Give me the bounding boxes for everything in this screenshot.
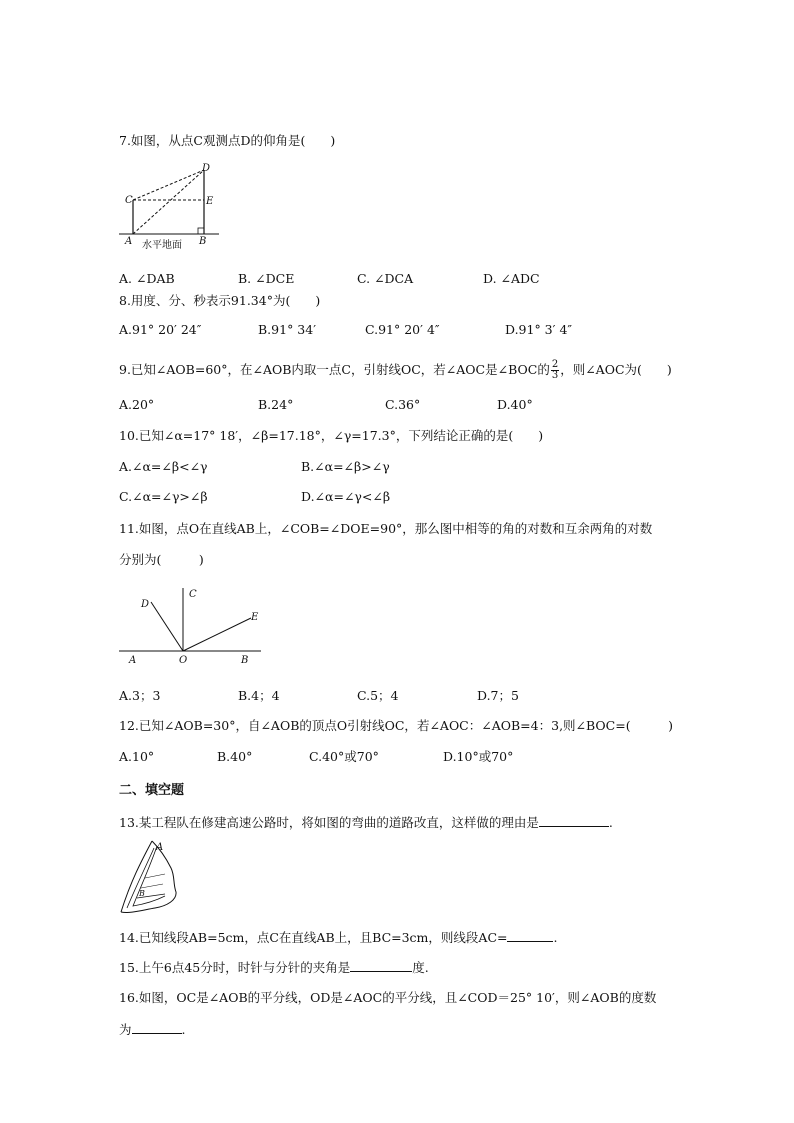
- q15-text-b: 度.: [412, 960, 429, 975]
- q9-text-a: 9.已知∠AOB=60°，在∠AOB内取一点C，引射线OC，若∠AOC是∠BOC的: [119, 362, 550, 377]
- label-E: E: [251, 612, 259, 623]
- question-13: [119, 814, 613, 831]
- question-11-line-2: 分别为( ): [119, 552, 204, 567]
- label-B: B: [139, 889, 145, 898]
- q10-option-c: C.∠α=∠γ>∠β: [119, 489, 208, 504]
- label-D: D: [141, 599, 150, 610]
- q11-option-c: C.5；4: [357, 688, 399, 703]
- q16-text-a: 为: [119, 1022, 132, 1037]
- q10-option-b: B.∠α=∠β>∠γ: [301, 459, 390, 474]
- question-16-line-1: 16.如图，OC是∠AOB的平分线，OD是∠AOC的平分线，且∠COD＝25° 10′，则∠AOB的度数: [119, 990, 657, 1005]
- q11-option-b: B.4；4: [238, 688, 280, 703]
- question-15: [119, 959, 429, 976]
- question-16-line-2: [119, 1021, 186, 1038]
- q7-option-a: A. ∠DAB: [119, 271, 175, 286]
- q7-option-c: C. ∠DCA: [357, 271, 414, 286]
- q15-text-a: 15.上午6点45分时，时针与分针的夹角是: [119, 960, 351, 975]
- q8-option-c: C.91° 20′ 4″: [365, 322, 440, 337]
- q12-option-c: C.40°或70°: [309, 749, 379, 764]
- q9-option-d: D.40°: [497, 397, 533, 412]
- label-A: A: [125, 236, 133, 247]
- figure-angles-at-O: [119, 585, 264, 667]
- label-B: B: [199, 236, 207, 247]
- q9-option-c: C.36°: [385, 397, 421, 412]
- q10-option-d: D.∠α=∠γ<∠β: [301, 489, 391, 504]
- figure-elevation-angle: [119, 160, 229, 255]
- label-B: B: [241, 655, 249, 666]
- fraction-two-thirds: $\frac{2}{3}$: [551, 359, 559, 381]
- question-9: [119, 360, 672, 381]
- q8-option-a: A.91° 20′ 24″: [119, 322, 202, 337]
- figure-curved-road: [119, 838, 179, 916]
- q12-option-b: B.40°: [217, 749, 253, 764]
- answer-blank-13[interactable]: [539, 814, 609, 827]
- q14-text-a: 14.已知线段AB=5cm，点C在直线AB上，且BC=3cm，则线段AC=: [119, 930, 508, 945]
- q10-option-a: A.∠α=∠β<∠γ: [119, 459, 208, 474]
- q11-option-d: D.7；5: [477, 688, 519, 703]
- answer-blank-16[interactable]: [132, 1021, 182, 1034]
- section-title-fill-in: 二、填空题: [119, 783, 185, 798]
- question-14: [119, 929, 557, 946]
- question-11-line-1: 11.如图，点O在直线AB上，∠COB=∠DOE=90°，那么图中相等的角的对数和互余两角的对数: [119, 521, 653, 536]
- q12-option-a: A.10°: [119, 749, 155, 764]
- q7-option-d: D. ∠ADC: [483, 271, 540, 286]
- q16-text-b: .: [181, 1022, 186, 1037]
- q9-option-a: A.20°: [119, 397, 155, 412]
- label-A: A: [156, 842, 164, 853]
- label-C: C: [189, 589, 197, 600]
- q12-option-d: D.10°或70°: [443, 749, 514, 764]
- answer-blank-14[interactable]: [507, 929, 553, 942]
- q9-option-b: B.24°: [258, 397, 294, 412]
- label-E: E: [206, 196, 214, 207]
- answer-blank-15[interactable]: [350, 959, 412, 972]
- label-C: C: [125, 195, 133, 206]
- label-O: O: [179, 655, 188, 666]
- question-7: 7.如图，从点C观测点D的仰角是( ): [119, 133, 336, 148]
- q14-text-b: .: [553, 930, 558, 945]
- question-10: 10.已知∠α=17° 18′，∠β=17.18°，∠γ=17.3°，下列结论正确的是( ): [119, 428, 544, 443]
- q7-option-b: B. ∠DCE: [238, 271, 295, 286]
- label-A: A: [129, 655, 137, 666]
- label-D: D: [202, 163, 211, 174]
- label-ground: 水平地面: [142, 240, 182, 251]
- q8-option-b: B.91° 34′: [258, 322, 317, 337]
- q8-option-d: D.91° 3′ 4″: [505, 322, 573, 337]
- q13-text-b: .: [608, 815, 613, 830]
- question-8: 8.用度、分、秒表示91.34°为( ): [119, 293, 321, 308]
- q11-option-a: A.3；3: [119, 688, 161, 703]
- q13-text-a: 13.某工程队在修建高速公路时，将如图的弯曲的道路改直，这样做的理由是: [119, 815, 539, 830]
- q9-text-b: ，则∠AOC为( ): [560, 362, 672, 377]
- question-12: 12.已知∠AOB=30°，自∠AOB的顶点O引射线OC，若∠AOC：∠AOB=4：3,则∠BOC=( ): [119, 718, 673, 733]
